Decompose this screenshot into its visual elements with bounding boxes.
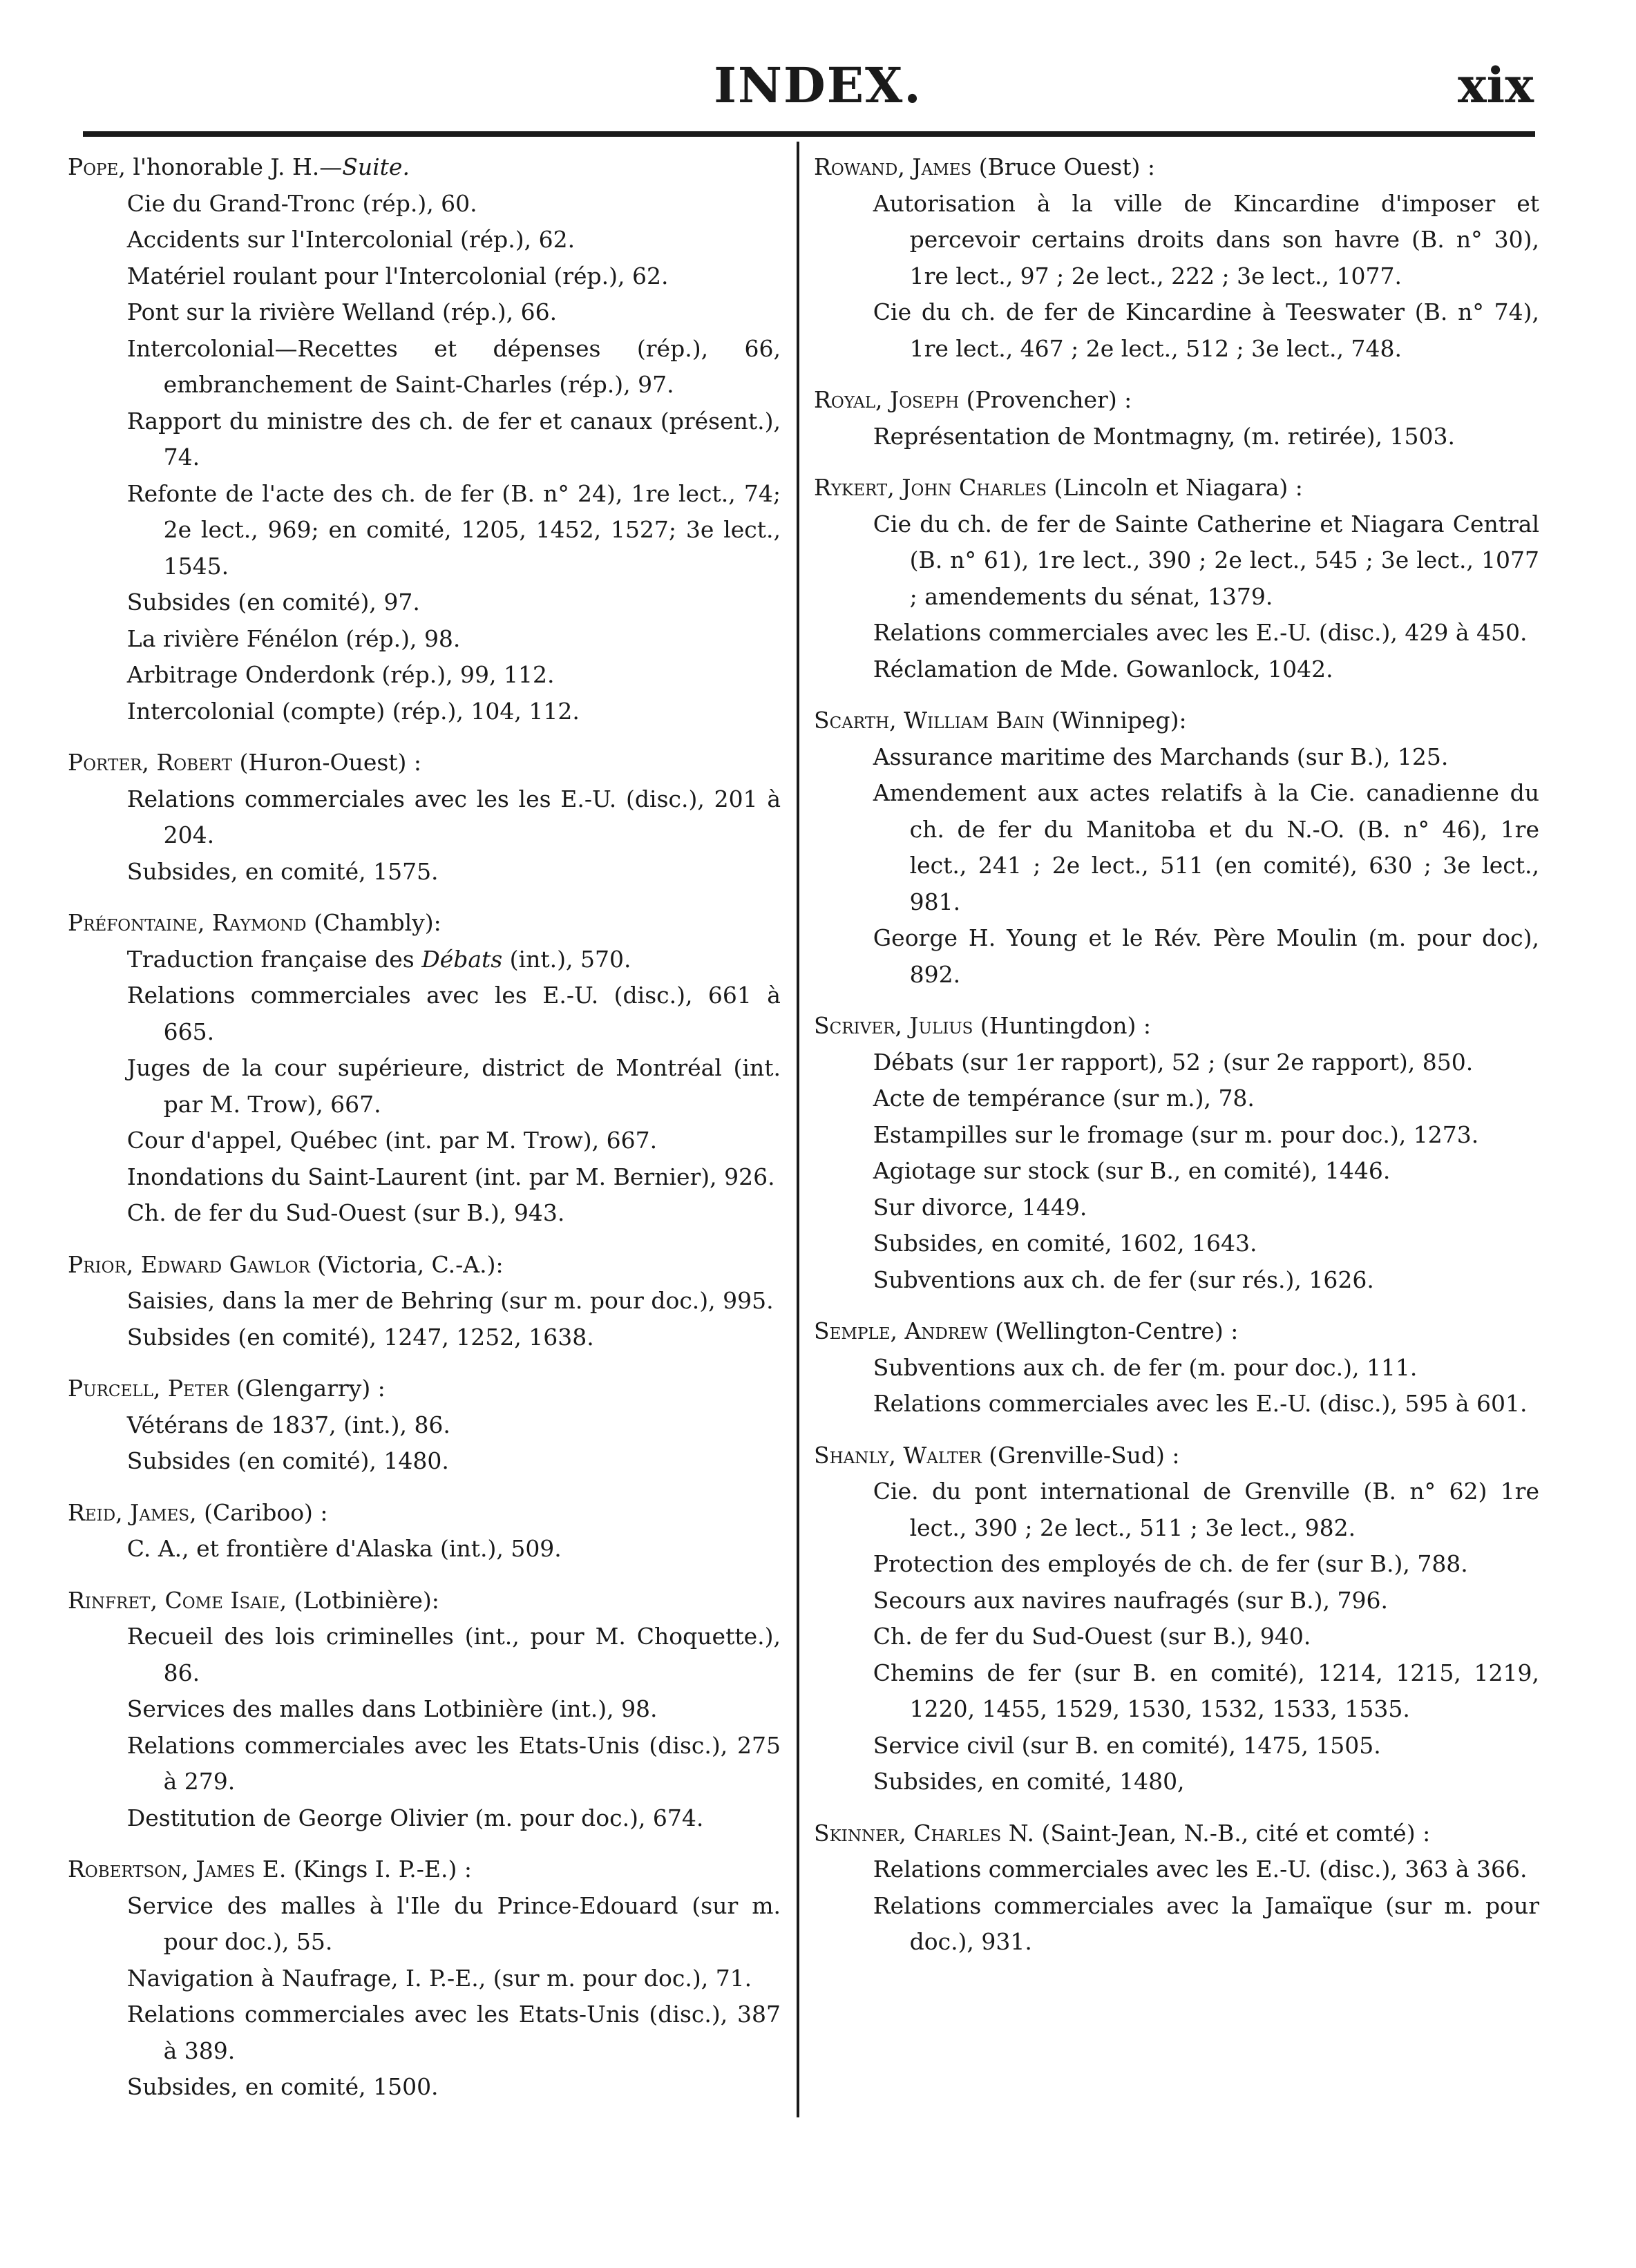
subject-line: Sur divorce, 1449. — [873, 1193, 1087, 1221]
entry-heading — [68, 905, 781, 942]
riding-name: (Grenville-Sud) : — [981, 1441, 1180, 1469]
riding-name: (Wellington-Centre) : — [987, 1317, 1239, 1344]
riding-name: (Chambly): — [306, 909, 441, 936]
subject-line: Vétérans de 1837, (int.), 86. — [126, 1411, 450, 1438]
subject-line: Cie du Grand-Tronc (rép.), 60. — [126, 189, 477, 217]
subject-line: Subsides, en comité, 1480, — [873, 1768, 1185, 1795]
entry-heading — [814, 703, 1539, 739]
subject-line: Subsides (en comité), 1480. — [126, 1447, 449, 1474]
member-name: Porter, Robert — [68, 749, 233, 776]
subject-line: Juges de la cour supérieure, district de Montréal (int. par M. Trow), 667. — [126, 1054, 781, 1118]
riding-name: (Victoria, C.-A.): — [310, 1250, 504, 1278]
riding-name: (Lincoln et Niagara) : — [1047, 474, 1303, 501]
subject-line: Subsides (en comité), 97. — [126, 589, 420, 616]
subject-line: Agiotage sur stock (sur B., en comité), 1446. — [873, 1157, 1391, 1184]
subject-line: Service des malles à l'Ile du Prince-Edouard (sur m. pour doc.), 55. — [126, 1891, 781, 1955]
subject-line: C. A., et frontière d'Alaska (int.), 509. — [126, 1535, 562, 1562]
continued-marker: Suite. — [342, 153, 410, 180]
entry-heading — [68, 1371, 781, 1407]
subject-line: La rivière Fénélon (rép.), 98. — [126, 625, 461, 652]
entry-heading — [814, 382, 1539, 419]
member-name: Purcell, Peter — [68, 1375, 229, 1402]
riding-name: (Cariboo) : — [196, 1498, 328, 1526]
subject-line: Relations commerciales avec les les E.-U. (disc.), 201 à 204. — [126, 785, 781, 848]
member-name: Rinfret, Come Isaie, — [68, 1586, 287, 1614]
subject-line: Matériel roulant pour l'Intercolonial (rép.), 62. — [126, 262, 669, 289]
subject-line: Cour d'appel, Québec (int. par M. Trow), 667. — [126, 1127, 658, 1154]
index-entry — [68, 1495, 781, 1567]
subject-line: Subsides, en comité, 1575. — [126, 857, 439, 885]
member-name: Semple, Andrew — [814, 1317, 988, 1344]
subject-line: Subsides (en comité), 1247, 1252, 1638. — [126, 1323, 594, 1351]
entry-heading — [814, 1008, 1539, 1045]
index-entry — [814, 1816, 1539, 1961]
page-title: INDEX. — [714, 57, 922, 114]
subject-line: Relations commerciales avec les Etats-Unis (disc.), 387 à 389. — [126, 2001, 781, 2064]
entry-heading — [68, 1851, 781, 1888]
subject-line: Cie du ch. de fer de Kincardine à Teeswater (B. n° 74), 1re lect., 467 ; 2e lect., 512 ; 3e lect., 748. — [873, 298, 1539, 362]
subject-line: Amendement aux actes relatifs à la Cie. canadienne du ch. de fer du Manitoba et du N.-O. (B. n° 46), 1re lect., 241 ; 2e lect., 511 (en comité), 630 ; 3e lect., 981. — [873, 779, 1539, 915]
entry-heading — [68, 149, 781, 186]
member-name: Royal, Joseph — [814, 386, 960, 413]
subject-line: George H. Young et le Rév. Père Moulin (m. pour doc), 892. — [873, 924, 1539, 988]
subject-line: Secours aux navires naufragés (sur B.), 796. — [873, 1586, 1388, 1614]
index-entry — [68, 1247, 781, 1356]
subject-line: Subsides, en comité, 1500. — [126, 2073, 439, 2100]
subject-line: Recueil des lois criminelles (int., pour M. Choquette.), 86. — [126, 1623, 781, 1686]
entry-heading — [68, 745, 781, 781]
subject-line: Réclamation de Mde. Gowanlock, 1042. — [873, 655, 1333, 683]
header-rule — [83, 131, 1535, 137]
subject-line: Subsides, en comité, 1602, 1643. — [873, 1230, 1257, 1257]
index-entry — [814, 470, 1539, 687]
subject-line: Représentation de Montmagny, (m. retirée), 1503. — [873, 422, 1456, 450]
subject-line: Destitution de George Olivier (m. pour doc.), 674. — [126, 1804, 704, 1831]
member-name: Scarth, William Bain — [814, 707, 1045, 734]
subject-line: Estampilles sur le fromage (sur m. pour doc.), 1273. — [873, 1121, 1479, 1148]
subject-line: Débats (sur 1er rapport), 52 ; (sur 2e rapport), 850. — [873, 1048, 1474, 1076]
entry-heading — [814, 1313, 1539, 1350]
subject-line: Rapport du ministre des ch. de fer et canaux (présent.), 74. — [126, 407, 781, 470]
index-entry — [814, 1438, 1539, 1800]
subject-line: Intercolonial (compte) (rép.), 104, 112. — [126, 697, 580, 725]
subject-line: Traduction française des Débats (int.), 570. — [126, 945, 631, 973]
riding-name: (Huntingdon) : — [973, 1012, 1151, 1039]
riding-name: (Kings I. P.-E.) : — [286, 1856, 472, 1883]
subject-line: Relations commerciales avec les E.-U. (disc.), 363 à 366. — [873, 1856, 1528, 1883]
entry-heading — [814, 1438, 1539, 1474]
subject-line: Service civil (sur B. en comité), 1475, 1505. — [873, 1731, 1381, 1759]
index-entry — [814, 149, 1539, 367]
subject-line: Refonte de l'acte des ch. de fer (B. n° 24), 1re lect., 74; 2e lect., 969; en comité, 1205, 1452, 1527; 3e lect., 1545. — [126, 479, 781, 580]
subject-line: Arbitrage Onderdonk (rép.), 99, 112. — [126, 661, 555, 688]
subject-line: Subventions aux ch. de fer (m. pour doc.), 111. — [873, 1353, 1418, 1381]
subject-line: Acte de tempérance (sur m.), 78. — [873, 1085, 1255, 1112]
member-name: Rykert, John Charles — [814, 474, 1047, 501]
index-entry — [814, 382, 1539, 455]
member-name: Pope, — [68, 153, 126, 180]
member-name: Reid, James, — [68, 1498, 197, 1526]
riding-name: (Bruce Ouest) : — [971, 153, 1155, 180]
entry-heading — [814, 470, 1539, 506]
subject-line: Relations commerciales avec les E.-U. (disc.), 429 à 450. — [873, 619, 1528, 646]
riding-name: (Lotbinière): — [287, 1586, 439, 1614]
column-divider — [797, 142, 799, 2117]
subject-line: Cie. du pont international de Grenville (B. n° 62) 1re lect., 390 ; 2e lect., 511 ; 3e lect., 982. — [873, 1478, 1539, 1541]
subject-line: Navigation à Naufrage, I. P.-E., (sur m. pour doc.), 71. — [126, 1964, 752, 1992]
member-name: Rowand, James — [814, 153, 972, 180]
member-name: Robertson, James E. — [68, 1856, 287, 1883]
entry-heading — [814, 1816, 1539, 1852]
riding-name: (Glengarry) : — [229, 1375, 386, 1402]
index-entry — [814, 1008, 1539, 1298]
entry-heading — [68, 1583, 781, 1619]
subject-line: Ch. de fer du Sud-Ouest (sur B.), 940. — [873, 1623, 1311, 1650]
index-entry — [814, 703, 1539, 993]
index-entry — [68, 149, 781, 730]
subject-line: Pont sur la rivière Welland (rép.), 66. — [126, 298, 558, 325]
subject-line: Services des malles dans Lotbinière (int.), 98. — [126, 1695, 658, 1722]
index-entry — [68, 745, 781, 890]
index-entry — [68, 1371, 781, 1480]
index-entry — [68, 1851, 781, 2106]
subject-line: Autorisation à la ville de Kincardine d'imposer et percevoir certains droits dans son havre (B. n° 30), 1re lect., 97 ; 2e lect., 222 ; 3e lect., 1077. — [873, 189, 1539, 289]
riding-name: (Saint-Jean, N.-B., cité et comté) : — [1034, 1819, 1431, 1847]
riding-name: (Winnipeg): — [1044, 707, 1187, 734]
subject-line: Subventions aux ch. de fer (sur rés.), 1626. — [873, 1266, 1374, 1293]
member-name: Préfontaine, Raymond — [68, 909, 307, 936]
subject-line: Cie du ch. de fer de Sainte Catherine et Niagara Central (B. n° 61), 1re lect., 390 ; 2e lect., 545 ; 3e lect., 1077 ; amendements du sénat, 1379. — [873, 510, 1539, 610]
subject-line: Protection des employés de ch. de fer (sur B.), 788. — [873, 1550, 1468, 1577]
subject-line: Accidents sur l'Intercolonial (rép.), 62. — [126, 226, 576, 253]
subject-line: Ch. de fer du Sud-Ouest (sur B.), 943. — [126, 1199, 565, 1226]
index-entry — [68, 1583, 781, 1837]
index-entry — [814, 1313, 1539, 1422]
member-name: Scriver, Julius — [814, 1012, 973, 1039]
riding-name: l'honorable J. H.— — [125, 153, 343, 180]
entry-heading — [68, 1495, 781, 1532]
member-name: Prior, Edward Gawlor — [68, 1250, 310, 1278]
subject-line: Assurance maritime des Marchands (sur B.), 125. — [873, 743, 1449, 770]
subject-line: Relations commerciales avec les E.-U. (disc.), 661 à 665. — [126, 982, 781, 1045]
right-column — [814, 149, 1539, 1976]
subject-line: Inondations du Saint-Laurent (int. par M. Bernier), 926. — [126, 1163, 775, 1190]
subject-line: Chemins de fer (sur B. en comité), 1214, 1215, 1219, 1220, 1455, 1529, 1530, 1532, 1533, 1535. — [873, 1659, 1539, 1722]
entry-heading — [814, 149, 1539, 186]
subject-line: Relations commerciales avec les Etats-Unis (disc.), 275 à 279. — [126, 1731, 781, 1795]
riding-name: (Provencher) : — [959, 386, 1132, 413]
subject-line: Intercolonial—Recettes et dépenses (rép.), 66, embranchement de Saint-Charles (rép.), 97. — [126, 334, 781, 398]
member-name: Skinner, Charles N. — [814, 1819, 1035, 1847]
page-number: xix — [1457, 57, 1534, 114]
member-name: Shanly, Walter — [814, 1441, 982, 1469]
index-entry — [68, 905, 781, 1232]
subject-line: Relations commerciales avec les E.-U. (disc.), 595 à 601. — [873, 1390, 1528, 1417]
riding-name: (Huron-Ouest) : — [232, 749, 422, 776]
entry-heading — [68, 1247, 781, 1284]
left-column — [68, 149, 781, 2121]
subject-line: Saisies, dans la mer de Behring (sur m. pour doc.), 995. — [126, 1287, 774, 1314]
subject-line: Relations commerciales avec la Jamaïque (sur m. pour doc.), 931. — [873, 1891, 1539, 1955]
